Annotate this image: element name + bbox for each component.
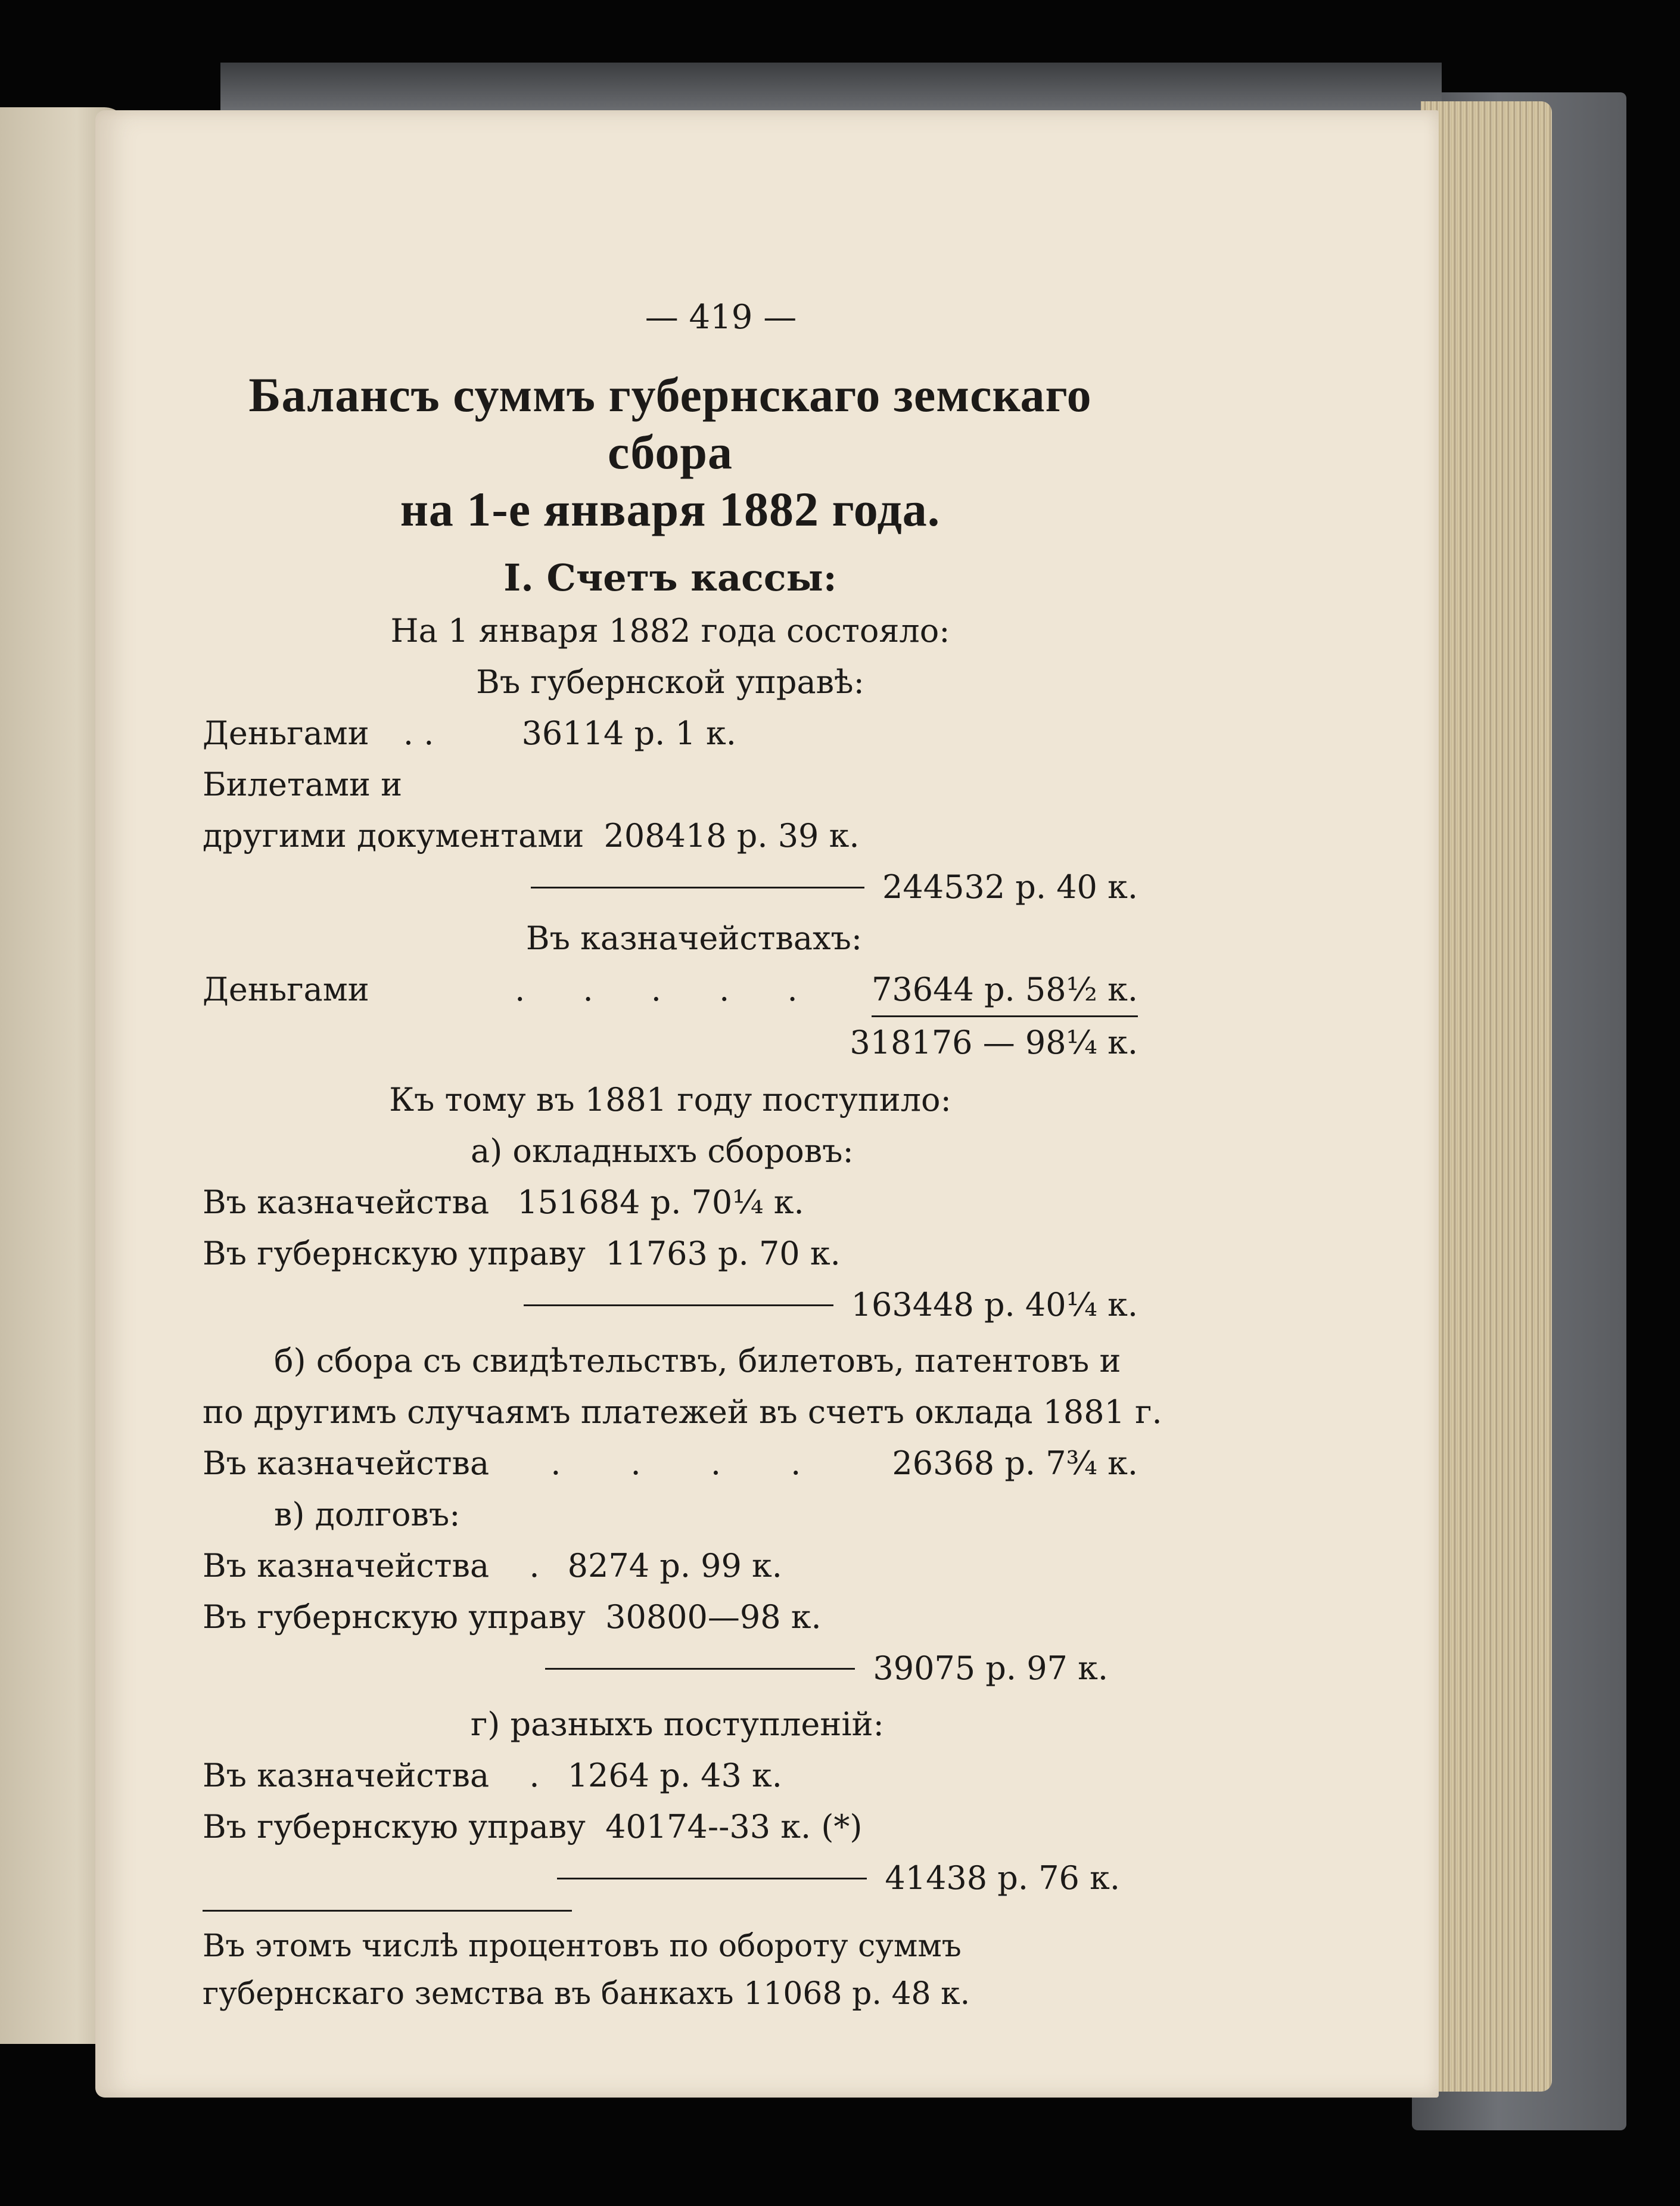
footnote-separator <box>203 1910 572 1912</box>
kazn-dengami-row <box>203 964 1138 1017</box>
g-total-amount: 41438 р. 76 к. <box>885 1859 1120 1897</box>
g-kazn-dots: . <box>529 1757 540 1794</box>
section-heading: I. Счетъ кассы: <box>503 556 837 599</box>
state-heading: На 1 января 1882 года состояло: <box>390 612 950 650</box>
page-number: — 419 — <box>645 298 797 337</box>
a-kazn-amount: 151684 р. 70¼ к. <box>517 1183 804 1221</box>
b-kazn-amount: 26368 р. 7¾ к. <box>892 1444 1138 1482</box>
v-kazn-amount: 8274 р. 99 к. <box>567 1547 782 1584</box>
a-total-amount: 163448 р. 40¼ к. <box>851 1286 1138 1323</box>
v-kazn-label: Въ казначейства <box>203 1547 490 1584</box>
subtotal-rule <box>531 887 864 888</box>
page-title-line-2: на 1-е января 1882 года. <box>400 482 941 536</box>
dengami-amount: 36114 р. 1 к. <box>521 714 736 752</box>
a-gub-row <box>203 1228 1138 1279</box>
v-gub-amount: 30800—98 к. <box>605 1598 822 1636</box>
dengami-dots: . . <box>403 714 434 752</box>
subtotal-amount: 244532 р. 40 к. <box>882 868 1138 906</box>
v-gub-label: Въ губернскую управу <box>203 1598 586 1636</box>
kazn-dengami-dots: . . . . . <box>515 971 822 1008</box>
v-kazn-dots: . <box>529 1547 540 1584</box>
kazn-dengami-amount: 73644 р. 58½ к. <box>872 964 1138 1017</box>
a-heading: а) окладныхъ сборовъ: <box>471 1132 854 1170</box>
total-state-row <box>203 1017 1138 1068</box>
g-gub-label: Въ губернскую управу <box>203 1808 586 1845</box>
v-total-rule <box>545 1668 855 1670</box>
received-heading: Къ тому въ 1881 году поступило: <box>389 1081 951 1118</box>
g-total-rule <box>557 1878 867 1879</box>
g-heading: г) разныхъ поступленій: <box>471 1705 884 1743</box>
b-kazn-row <box>203 1438 1138 1489</box>
biletami-label: другими документами <box>203 817 584 855</box>
a-kazn-row <box>203 1177 1138 1228</box>
g-kazn-amount: 1264 р. 43 к. <box>567 1757 782 1794</box>
b-kazn-dots: . . . . <box>550 1444 831 1482</box>
dengami-row <box>203 708 1138 759</box>
a-gub-label: Въ губернскую управу <box>203 1235 586 1272</box>
footnote: Въ этомъ числѣ процентовъ по обороту суммъ губернскаго земства въ банкахъ 11068 р. 48 к. <box>203 1928 970 2012</box>
biletami-amount: 208418 р. 39 к. <box>603 817 860 855</box>
b-text-1: б) сбора съ свидѣтельствъ, билетовъ, патентовъ и <box>274 1342 1121 1379</box>
v-total-amount: 39075 р. 97 к. <box>873 1649 1108 1687</box>
page-content <box>203 298 1162 2018</box>
g-kazn-label: Въ казначейства <box>203 1757 490 1794</box>
kazn-heading: Въ казначействахъ: <box>525 919 863 957</box>
a-total-row <box>203 1279 1138 1331</box>
v-heading: в) долговъ: <box>274 1496 461 1533</box>
v-total-row <box>203 1643 1138 1694</box>
biletami-label-row: Билетами и <box>203 766 403 803</box>
a-total-rule <box>524 1304 833 1306</box>
page-title-line-1: Балансъ суммъ губернскаго земскаго сбора <box>248 368 1092 479</box>
subtotal-row <box>203 862 1138 913</box>
gub-uprava-heading: Въ губернской управѣ: <box>476 663 864 701</box>
g-gub-amount: 40174--33 к. (*) <box>605 1808 863 1845</box>
page-edges <box>1421 101 1552 2092</box>
b-kazn-label: Въ казначейства <box>203 1444 490 1482</box>
cover-top-edge <box>220 63 1442 110</box>
g-total-row <box>203 1853 1138 1904</box>
a-gub-amount: 11763 р. 70 к. <box>605 1235 841 1272</box>
dengami-label: Деньгами <box>203 714 369 752</box>
kazn-dengami-label: Деньгами <box>203 971 369 1008</box>
b-text-2: по другимъ случаямъ платежей въ счетъ оклада 1881 г. <box>203 1393 1162 1431</box>
a-kazn-label: Въ казначейства <box>203 1183 490 1221</box>
total-state-amount: 318176 — 98¼ к. <box>850 1024 1138 1061</box>
v-gub-row <box>203 1592 1138 1643</box>
v-kazn-row <box>203 1540 1138 1592</box>
biletami-row <box>203 810 1138 862</box>
g-gub-row <box>203 1801 1138 1853</box>
g-kazn-row <box>203 1750 1138 1801</box>
